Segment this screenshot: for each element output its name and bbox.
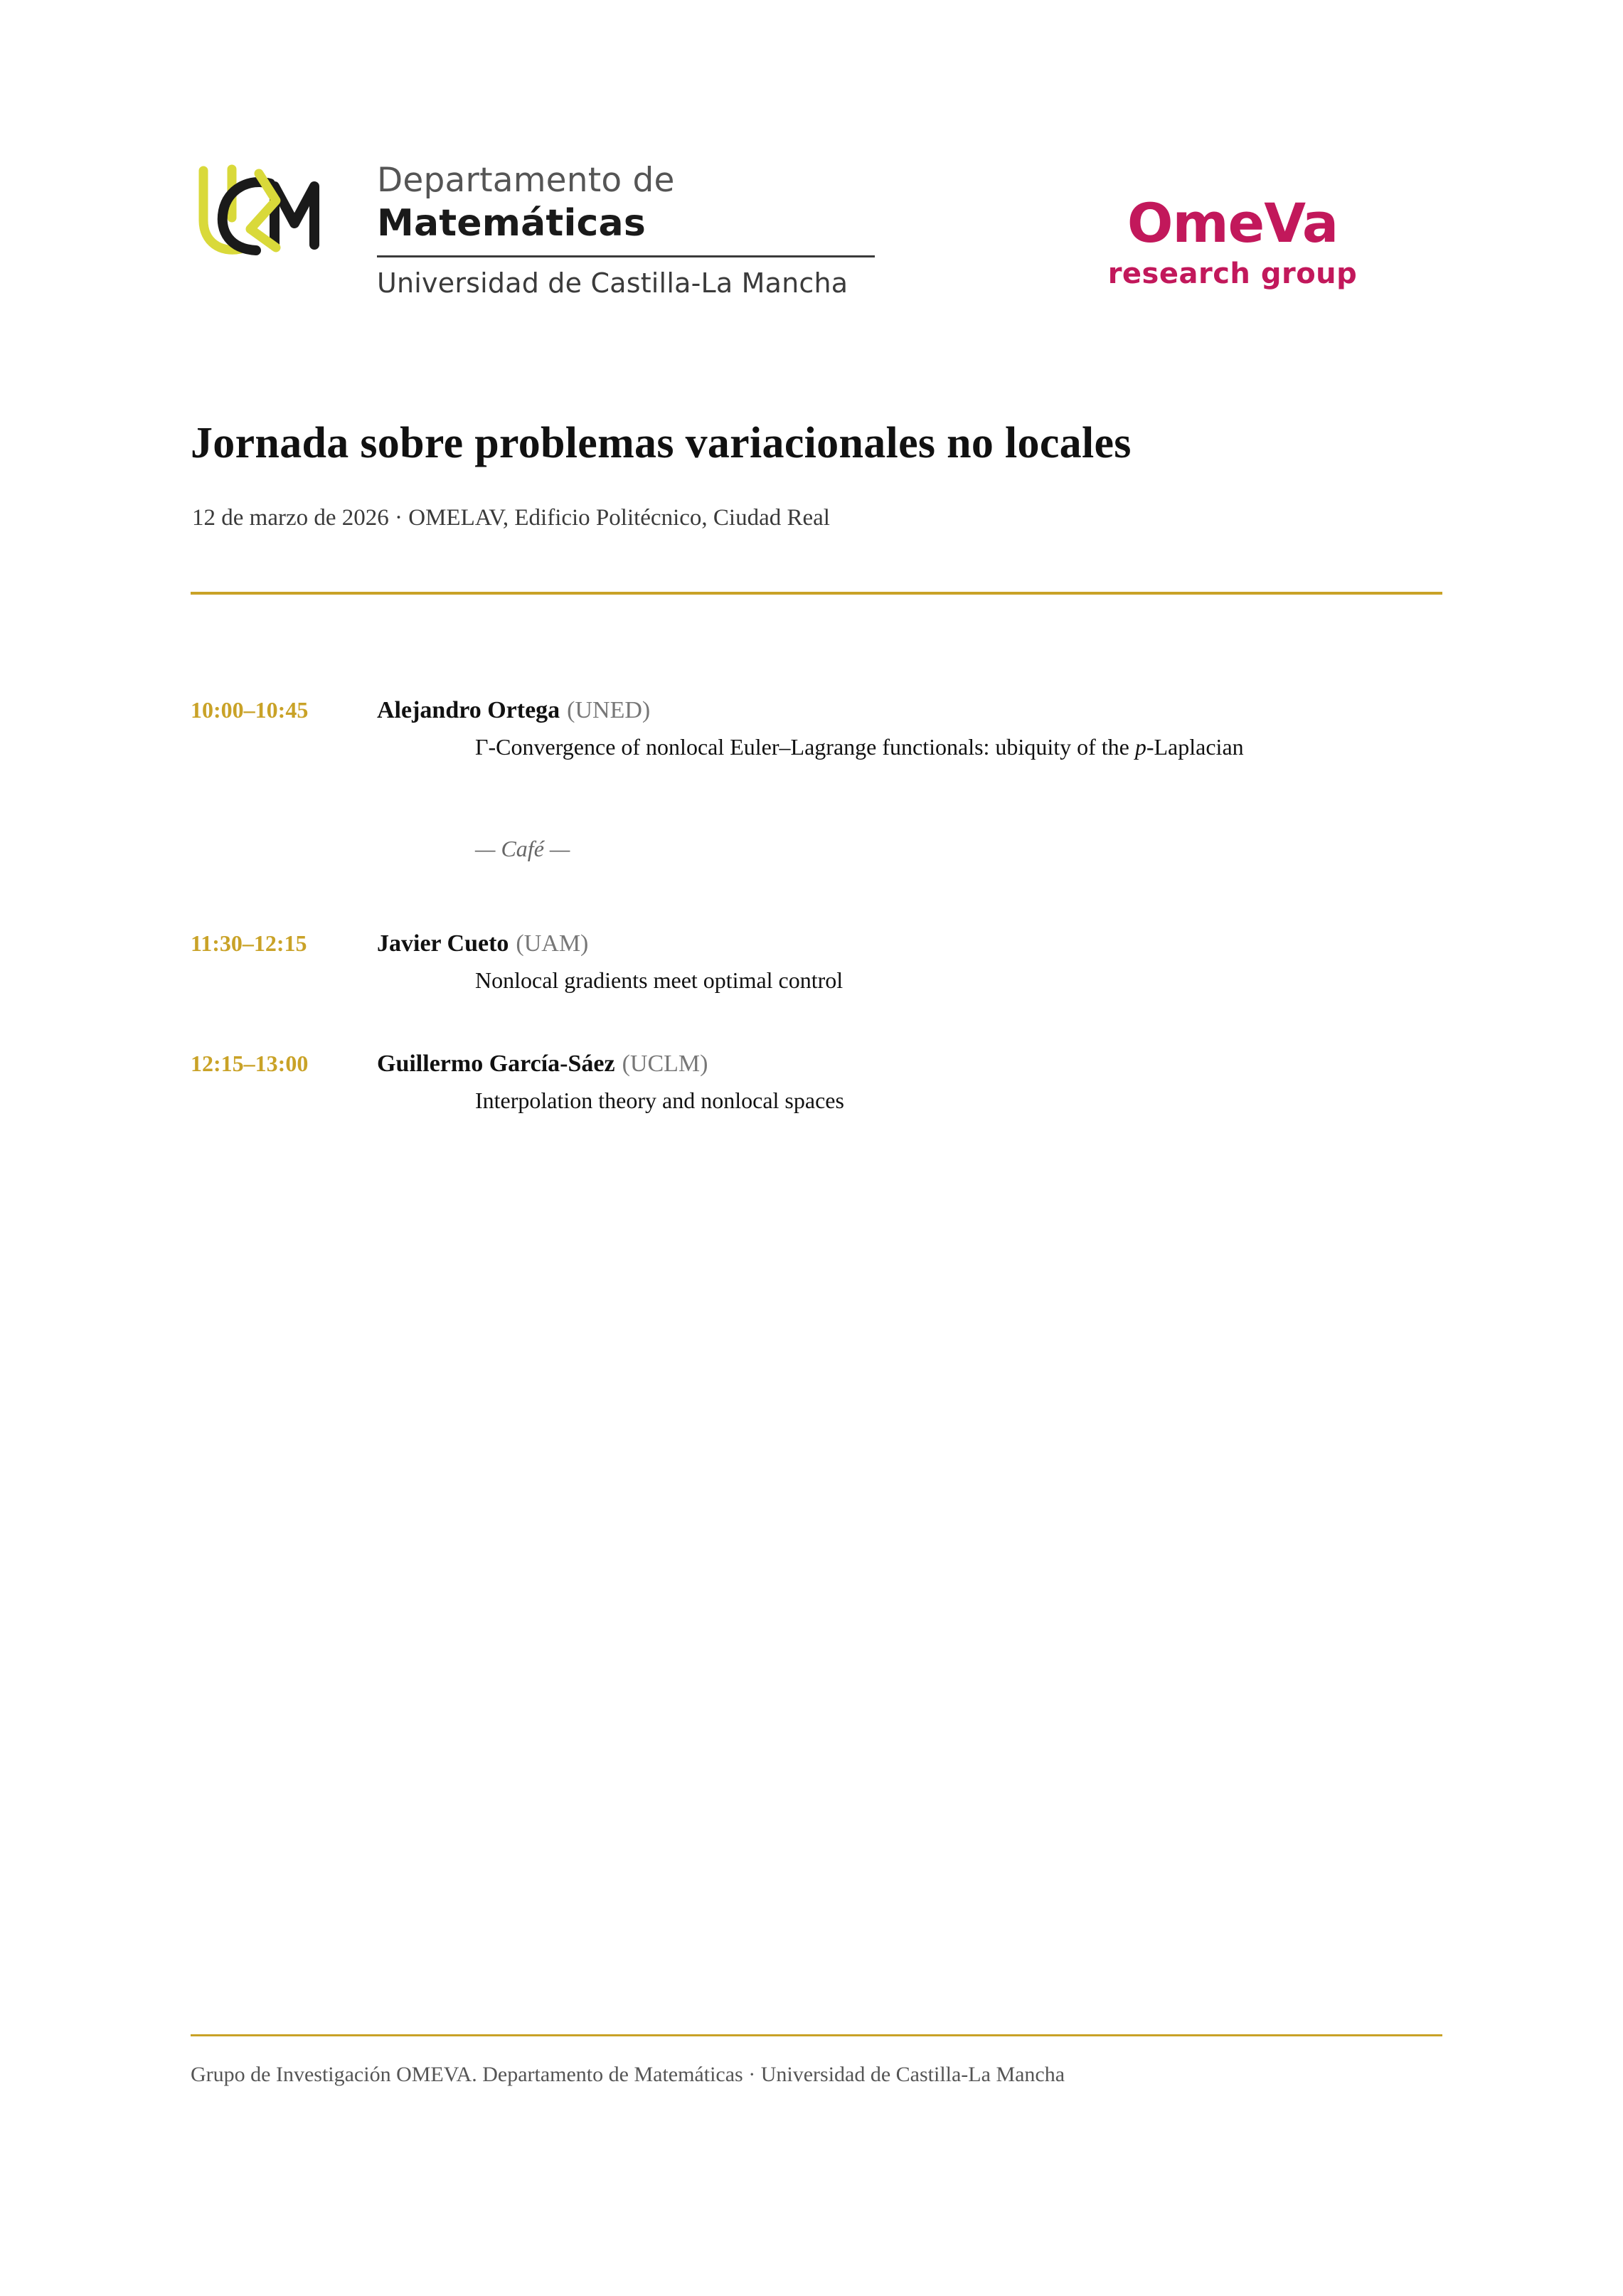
entry-speaker: Alejandro Ortega — [377, 697, 560, 723]
entry-talk-title — [475, 734, 1449, 760]
entry-time: 12:15–13:00 — [191, 1051, 309, 1076]
entry-affiliation: (UAM) — [516, 930, 589, 957]
document-header — [191, 155, 1442, 361]
entry-talk-title: Nonlocal gradients meet optimal control — [475, 967, 844, 993]
entry-affiliation: (UNED) — [567, 697, 651, 723]
entry-affiliation: (UCLM) — [622, 1051, 708, 1077]
uclm-logo-icon — [191, 155, 361, 262]
entry-talk-title: Interpolation theory and nonlocal spaces — [475, 1088, 844, 1113]
top-rule — [191, 592, 1442, 595]
department-line-1: Departamento de — [377, 161, 675, 200]
schedule-entry-header — [191, 1051, 1449, 1078]
schedule-list — [191, 697, 1449, 1121]
omeva-wordmark: OmeVa — [1127, 191, 1339, 255]
omeva-logo-icon — [1065, 191, 1400, 290]
page-title: Jornada sobre problemas variacionales no locales — [191, 419, 1132, 467]
schedule-entry-header — [191, 697, 1449, 724]
entry-speaker: Guillermo García-Sáez — [377, 1051, 615, 1077]
omeva-subtitle: research group — [1107, 257, 1358, 290]
schedule-entry — [191, 697, 1449, 760]
footer-text: Grupo de Investigación OMEVA. Departamento de Matemáticas · Universidad de Castilla-La Mancha — [191, 2063, 1065, 2086]
entry-speaker: Javier Cueto — [377, 930, 509, 957]
talk-math-symbol: p — [1134, 734, 1146, 760]
talk-text-suffix: -Laplacian — [1146, 734, 1244, 760]
department-line-2: Matemáticas — [377, 201, 646, 245]
page-subtitle: 12 de marzo de 2026 · OMELAV, Edificio Politécnico, Ciudad Real — [192, 505, 830, 531]
entry-time: 11:30–12:15 — [191, 930, 307, 956]
schedule-entry-header — [191, 930, 1449, 957]
bottom-rule — [191, 2034, 1442, 2036]
entry-time: 10:00–10:45 — [191, 697, 309, 723]
talk-text-prefix: Γ-Convergence of nonlocal Euler–Lagrange functionals: ubiquity of the — [475, 734, 1135, 760]
schedule-entry — [191, 930, 1449, 994]
uclm-branding — [191, 155, 875, 299]
schedule-entry — [191, 1051, 1449, 1114]
uclm-text-block — [377, 155, 875, 299]
header-divider — [377, 255, 875, 257]
coffee-break-label: — Café — — [475, 836, 570, 861]
university-name: Universidad de Castilla-La Mancha — [377, 267, 848, 299]
